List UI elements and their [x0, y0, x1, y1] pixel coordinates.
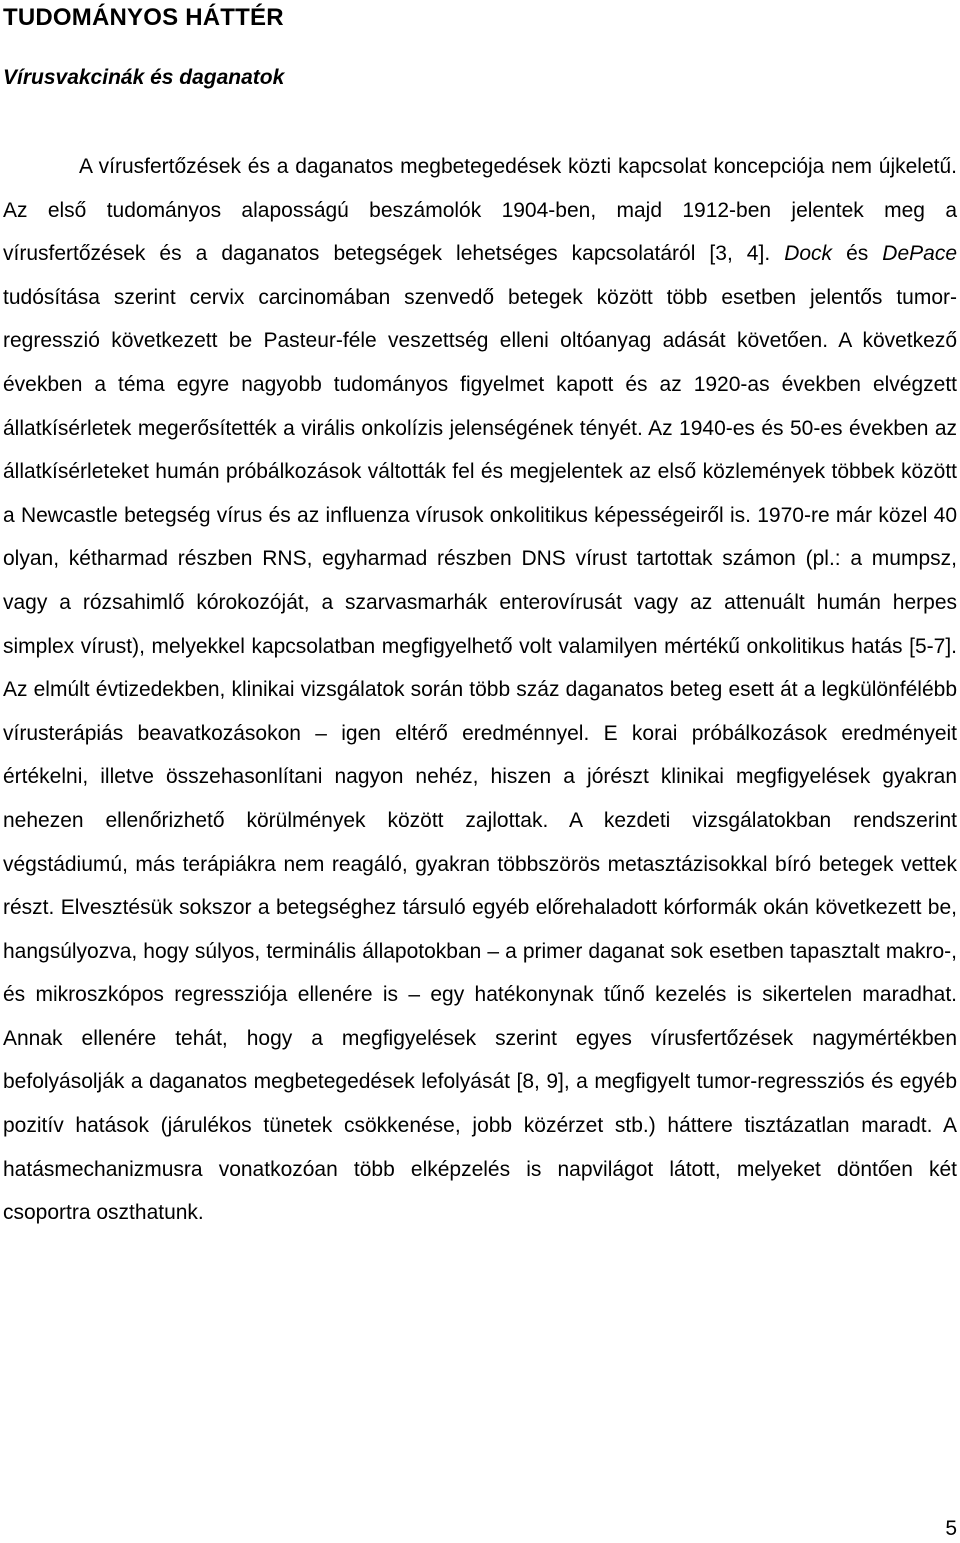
section-subtitle: Vírusvakcinák és daganatok: [3, 66, 285, 89]
author-name-dock: Dock: [784, 242, 833, 266]
paragraph-text-part1: A vírusfertőzések és a daganatos megbetegedések közti kapcsolat koncepciója nem újkeletű. Az első tudományos alaposságú beszámolók 1904-ben, majd 1912-ben jelentek meg a vírusfertőzések és a daganatos betegségek lehetséges kapcsolatáról [3, 4].: [3, 155, 957, 266]
paragraph-text-part2: és: [832, 242, 883, 266]
page-number: 5: [945, 1517, 957, 1540]
author-name-depace: DePace: [882, 242, 958, 266]
body-paragraph: [3, 145, 957, 1235]
section-title: TUDOMÁNYOS HÁTTÉR: [3, 4, 284, 31]
paragraph-text-part3: tudósítása szerint cervix carcinomában szenvedő betegek között több esetben jelentős tumor-regresszió következett be Pasteur-féle veszettség elleni oltóanyag adását követően. A következő években a téma egyre nagyobb tudományos figyelmet kapott és az 1920-as években elvégzett állatkísérletek megerősítették a virális onkolízis jelenségének tényét. Az 1940-es és 50-es években az állatkísérleteket humán próbálkozások váltották fel és megjelentek az első közlemények többek között a Newcastle betegség vírus és az influenza vírusok onkolitikus képességeiről is. 1970-re már közel 40 olyan, kétharmad részben RNS, egyharmad részben DNS vírust tartottak számon (pl.: a mumpsz, vagy a rózsahimlő kórokozóját, a szarvasmarhák enterovírusát vagy az attenuált humán herpes simplex vírust), melyekkel kapcsolatban megfigyelhető volt valamilyen mértékű onkolitikus hatás [5-7]. Az elmúlt évtizedekben, klinikai vizsgálatok során több száz daganatos beteg esett át a legkülönfélébb vírusterápiás beavatkozásokon – igen eltérő eredménnyel. E korai próbálkozások eredményeit értékelni, illetve összehasonlítani nagyon nehéz, hiszen a jórészt klinikai megfigyelések gyakran nehezen ellenőrizhető körülmények között zajlottak. A kezdeti vizsgálatokban rendszerint végstádiumú, más terápiákra nem reagáló, gyakran többszörös metasztázisokkal bíró betegek vettek részt. Elvesztésük sokszor a betegséghez társuló egyéb előrehaladott kórformák okán következett be, hangsúlyozva, hogy súlyos, terminális állapotokban – a primer daganat sok esetben tapasztalt makro-, és mikroszkópos regressziója ellenére is – egy hatékonynak tűnő kezelés is sikertelen maradhat. Annak ellenére tehát, hogy a megfigyelések szerint egyes vírusfertőzések nagymértékben befolyásolják a daganatos megbetegedések lefolyását [8, 9], a megfigyelt tumor-regressziós és egyéb pozitív hatások (járulékos tünetek csökkenése, jobb közérzet stb.) háttere tisztázatlan maradt. A hatásmechanizmusra vonatkozóan több elképzelés is napvilágot látott, melyeket döntően két csoportra oszthatunk.: [3, 285, 957, 1225]
